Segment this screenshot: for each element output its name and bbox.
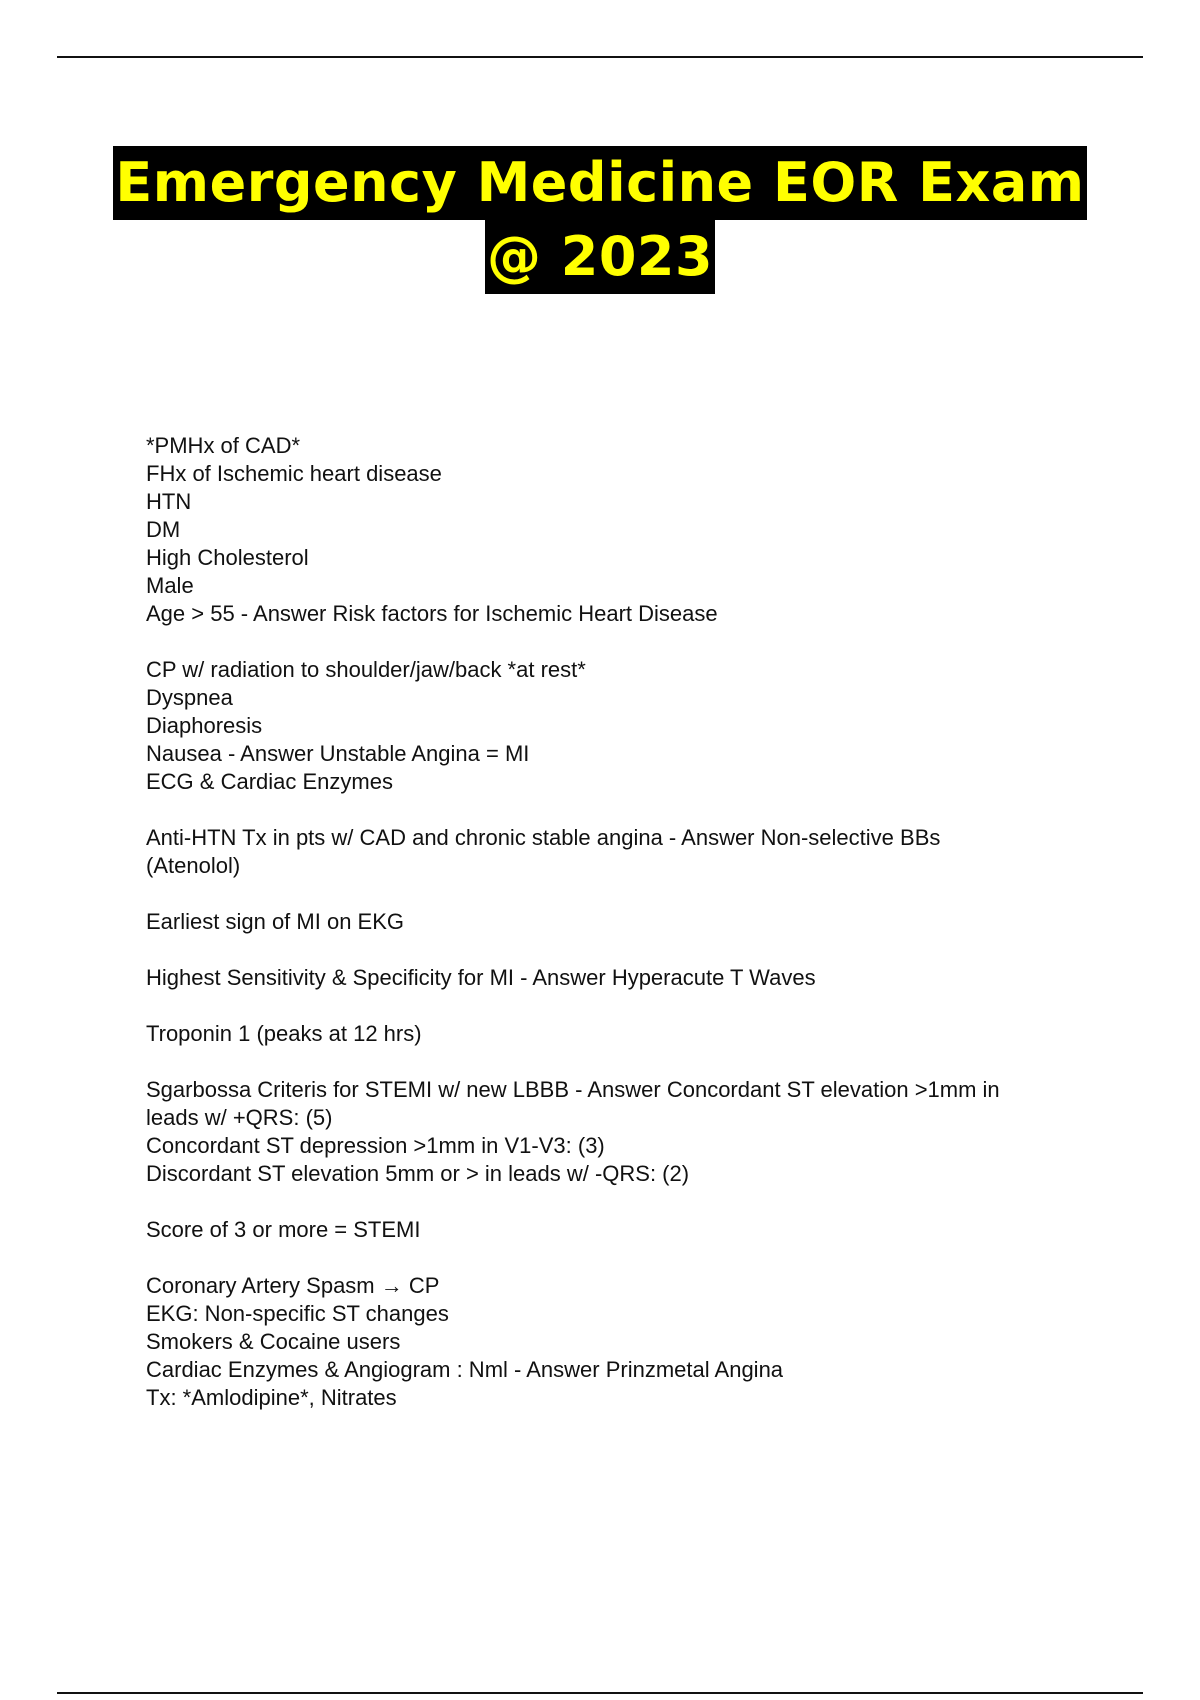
text-line: Smokers & Cocaine users (146, 1329, 401, 1354)
entry-troponin (146, 1020, 1106, 1048)
text-line: HTN (146, 489, 192, 514)
document-body (146, 432, 1106, 1440)
title-line-1: Emergency Medicine EOR Exam (113, 146, 1086, 220)
text-line: Troponin 1 (peaks at 12 hrs) (146, 1021, 422, 1046)
text-line: Sgarbossa Criteris for STEMI w/ new LBBB - Answer Concordant ST elevation >1mm in (146, 1077, 1000, 1102)
entry-risk-factors (146, 432, 1106, 628)
text-line: High Cholesterol (146, 545, 309, 570)
text-line: Highest Sensitivity & Specificity for MI - Answer Hyperacute T Waves (146, 965, 816, 990)
entry-prinzmetal (146, 1272, 1106, 1412)
text-line: Dyspnea (146, 685, 233, 710)
document-title (0, 146, 1200, 294)
text-line: Earliest sign of MI on EKG (146, 909, 404, 934)
text-line: Discordant ST elevation 5mm or > in leads w/ -QRS: (2) (146, 1161, 690, 1186)
text-line: Coronary Artery Spasm → CP (146, 1273, 440, 1298)
entry-highest-sensitivity (146, 964, 1106, 992)
text-line: Anti-HTN Tx in pts w/ CAD and chronic stable angina - Answer Non-selective BBs (146, 825, 941, 850)
text-line: CP w/ radiation to shoulder/jaw/back *at rest* (146, 657, 586, 682)
title-line-2: @ 2023 (485, 220, 715, 294)
text-line: EKG: Non-specific ST changes (146, 1301, 449, 1326)
text-line: ECG & Cardiac Enzymes (146, 769, 393, 794)
text-line: Age > 55 - Answer Risk factors for Ischemic Heart Disease (146, 601, 718, 626)
text-line: Score of 3 or more = STEMI (146, 1217, 421, 1242)
text-line: DM (146, 517, 181, 542)
bottom-rule (57, 1692, 1143, 1694)
entry-earliest-sign (146, 908, 1106, 936)
text-line: Tx: *Amlodipine*, Nitrates (146, 1385, 397, 1410)
text-line: Diaphoresis (146, 713, 263, 738)
text-line: leads w/ +QRS: (5) (146, 1105, 333, 1130)
entry-sgarbossa (146, 1076, 1106, 1188)
entry-anti-htn (146, 824, 1106, 880)
text-line: *PMHx of CAD* (146, 433, 301, 458)
text-line: Concordant ST depression >1mm in V1-V3: (3) (146, 1133, 605, 1158)
text-line: (Atenolol) (146, 853, 241, 878)
text-line: Nausea - Answer Unstable Angina = MI (146, 741, 530, 766)
top-rule (57, 56, 1143, 58)
entry-score (146, 1216, 1106, 1244)
entry-unstable-angina (146, 656, 1106, 796)
text-line: FHx of Ischemic heart disease (146, 461, 442, 486)
text-line: Male (146, 573, 194, 598)
text-line: Cardiac Enzymes & Angiogram : Nml - Answer Prinzmetal Angina (146, 1357, 784, 1382)
